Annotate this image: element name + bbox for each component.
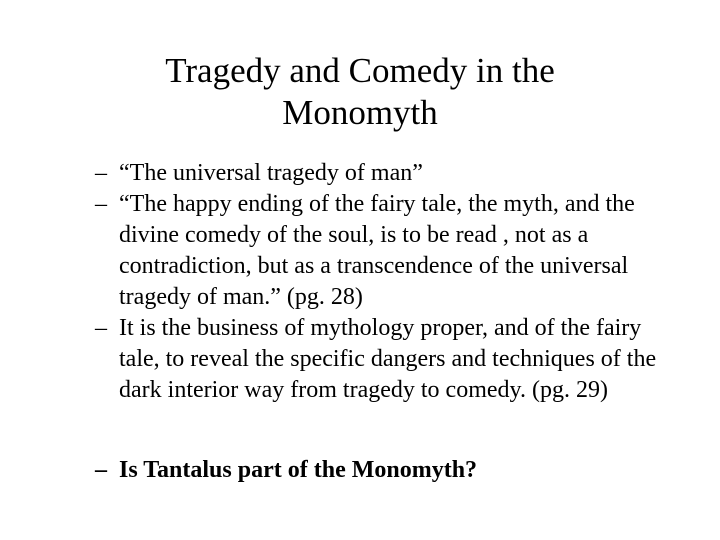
bullet-dash: –	[95, 457, 107, 483]
bullet-text: It is the business of mythology proper, and of the fairy tale, to reveal the specific dangers and techniques of the dark interior way from tragedy to comedy. (pg. 29)	[119, 315, 657, 403]
bullet-list	[95, 158, 675, 486]
bullet-text: “The universal tragedy of man”	[119, 160, 423, 186]
bullet-item	[95, 313, 675, 406]
slide-title	[60, 50, 660, 134]
bullet-text: “The happy ending of the fairy tale, the myth, and the divine comedy of the soul, is to be read , not as a contradiction, but as a transcendence of the universal tragedy of man.” (pg. 28)	[119, 191, 635, 310]
bullet-text: Is Tantalus part of the Monomyth?	[119, 457, 478, 483]
slide-title-line-2: Monomyth	[282, 93, 438, 132]
slide-title-line-1: Tragedy and Comedy in the	[165, 51, 555, 90]
bullet-item	[95, 189, 675, 313]
bullet-dash: –	[95, 315, 107, 341]
bullet-dash: –	[95, 191, 107, 217]
bullet-item-question	[95, 455, 675, 486]
bullet-dash: –	[95, 160, 107, 186]
bullet-item	[95, 158, 675, 189]
